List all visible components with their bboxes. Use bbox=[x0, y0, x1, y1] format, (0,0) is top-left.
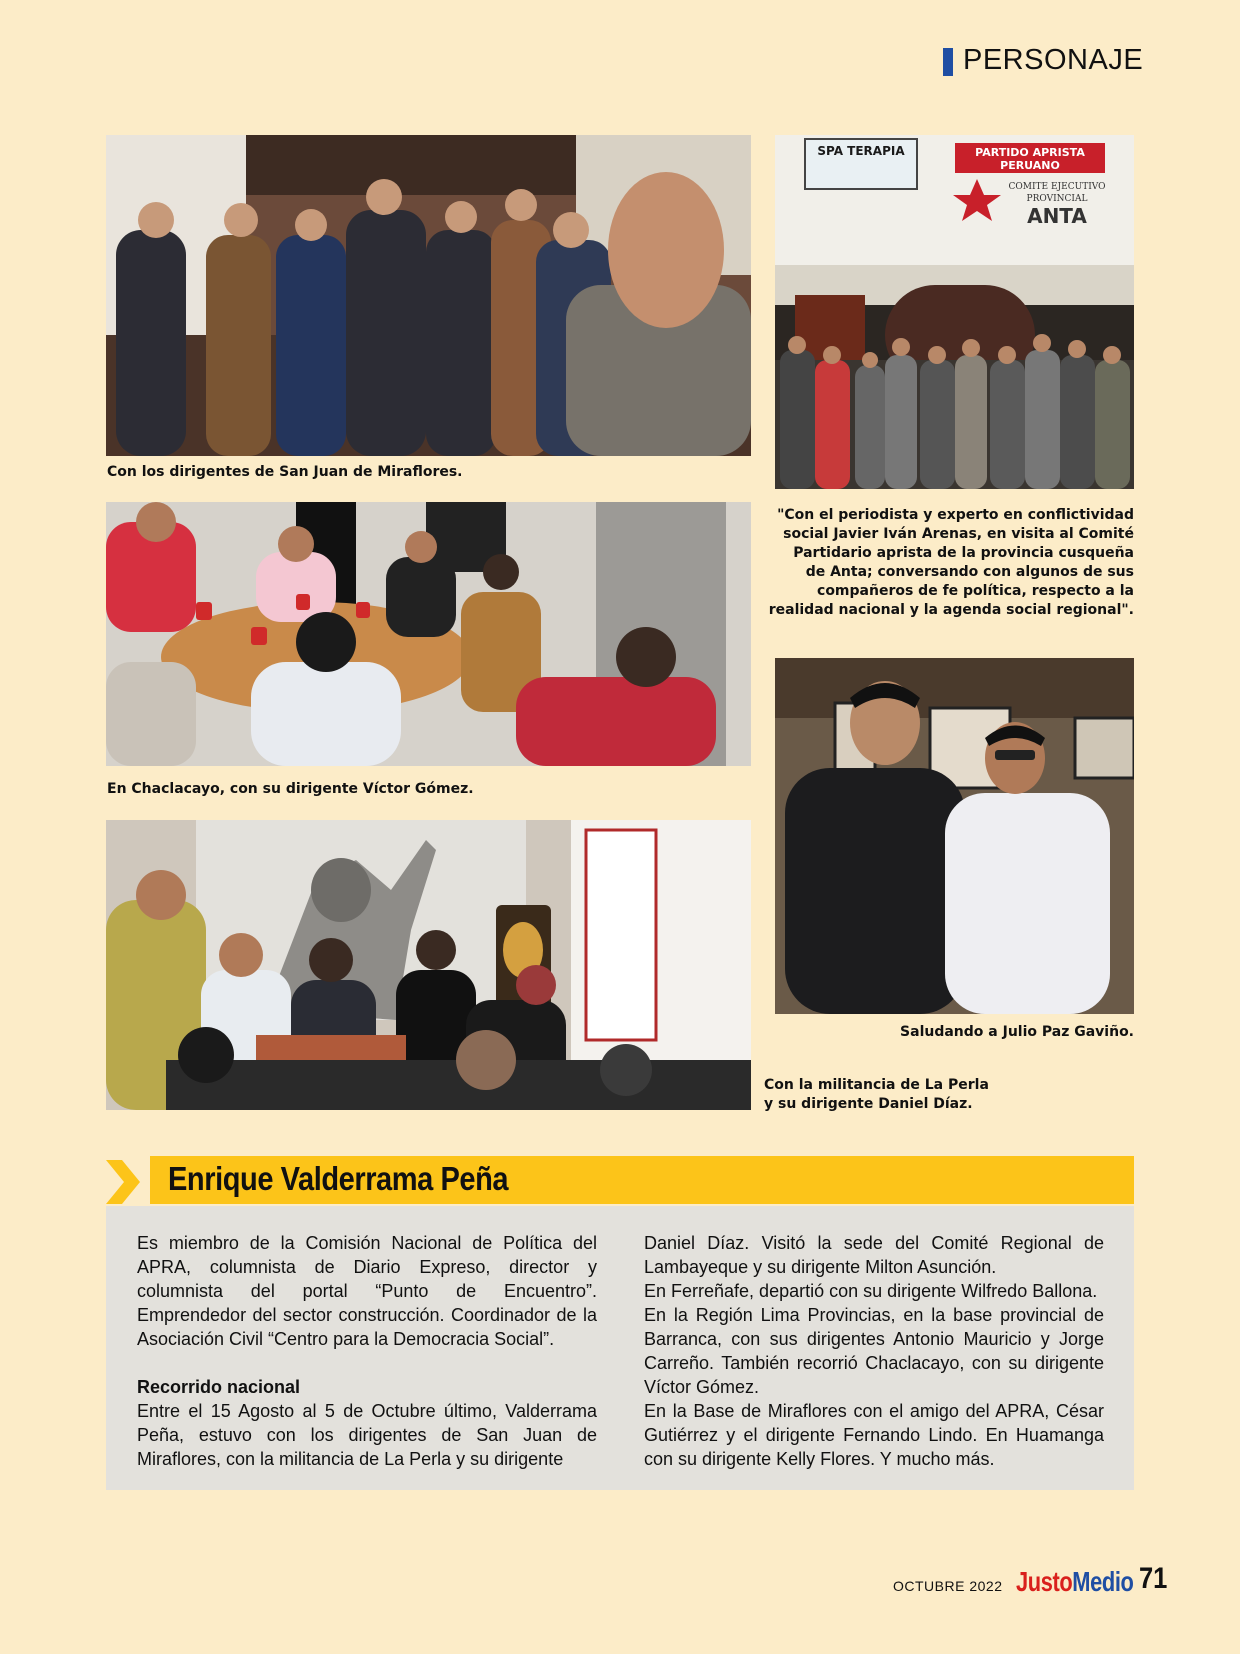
photo-san-juan-miraflores bbox=[106, 135, 751, 456]
photo-la-perla bbox=[106, 820, 751, 1110]
section-marker bbox=[943, 48, 953, 76]
caption-la-perla-line: Con la militancia de La Perla bbox=[764, 1077, 989, 1093]
sign-committee-line1: COMITE EJECUTIVO bbox=[1008, 182, 1106, 192]
caption-anta-line: social Javier Iván Arenas, en visita al Comité bbox=[783, 526, 1134, 542]
caption-san-juan: Con los dirigentes de San Juan de Miraflores. bbox=[107, 464, 463, 480]
magazine-logo bbox=[1016, 1566, 1133, 1598]
caption-anta-line: realidad nacional y la agenda social regional". bbox=[768, 602, 1134, 618]
tour-paragraph: En Ferreñafe, departió con su dirigente Wilfredo Ballona. bbox=[644, 1281, 1098, 1301]
sign-party-line2: PERUANO bbox=[1000, 159, 1060, 172]
caption-anta bbox=[760, 506, 1134, 620]
bio-paragraph: Es miembro de la Comisión Nacional de Política del APRA, columnista de Diario Expreso, director y columnista del portal “Punto de Encuentro”. Emprendedor del sector construcción. Coordinador de la Asociación Civil “Centro para la Democracia Social”. bbox=[137, 1233, 597, 1349]
bio-subheading: Recorrido nacional bbox=[137, 1377, 301, 1397]
tour-paragraph: En la Base de Miraflores con el amigo del APRA, César Gutiérrez y el dirigente Fernando Lindo. En Huamanga con su dirigente Kelly Flores. Y mucho más. bbox=[644, 1401, 1104, 1469]
photo-anta-committee bbox=[775, 135, 1134, 489]
profile-name: Enrique Valderrama Peña bbox=[168, 1160, 509, 1197]
photo-chaclacayo bbox=[106, 502, 751, 766]
page-number: 71 bbox=[1139, 1562, 1168, 1595]
logo-part-justo: Justo bbox=[1016, 1566, 1073, 1597]
bio-column-right bbox=[644, 1231, 1104, 1471]
section-label: PERSONAJE bbox=[963, 44, 1144, 76]
caption-anta-line: "Con el periodista y experto en conflictividad bbox=[777, 507, 1134, 523]
sign-party-line1: PARTIDO APRISTA bbox=[975, 146, 1085, 159]
caption-chaclacayo: En Chaclacayo, con su dirigente Víctor Gómez. bbox=[107, 781, 474, 797]
sign-province: ANTA bbox=[1027, 204, 1087, 228]
chevron-right-icon bbox=[106, 1160, 140, 1204]
issue-date: OCTUBRE 2022 bbox=[893, 1578, 1003, 1594]
caption-la-perla bbox=[764, 1076, 989, 1114]
logo-part-medio: Medio bbox=[1072, 1566, 1134, 1597]
tour-paragraph: En la Región Lima Provincias, en la base provincial de Barranca, con sus dirigentes Antonio Mauricio y Jorge Carreño. También recorrió Chaclacayo, con su dirigente Víctor Gómez. bbox=[644, 1305, 1104, 1397]
caption-anta-line: de Anta; conversando con algunos de sus bbox=[805, 564, 1134, 580]
tour-paragraph: Daniel Díaz. Visitó la sede del Comité Regional de Lambayeque y su dirigente Milton Asunción. bbox=[644, 1233, 1104, 1277]
caption-julio: Saludando a Julio Paz Gaviño. bbox=[900, 1024, 1134, 1040]
caption-anta-line: Partidario aprista de la provincia cusqueña bbox=[793, 545, 1134, 561]
sign-spa: SPA TERAPIA bbox=[817, 144, 905, 158]
caption-anta-line: compañeros de fe política, respecto a la bbox=[817, 583, 1134, 599]
tour-paragraph: Entre el 15 Agosto al 5 de Octubre último, Valderrama Peña, estuvo con los dirigentes de San Juan de Miraflores, con la militancia de La Perla y su dirigente bbox=[137, 1401, 597, 1469]
sign-committee-line2: PROVINCIAL bbox=[1026, 194, 1088, 204]
photo-julio-paz bbox=[775, 658, 1134, 1014]
caption-la-perla-line: y su dirigente Daniel Díaz. bbox=[764, 1096, 973, 1112]
bio-column-left bbox=[137, 1231, 597, 1471]
